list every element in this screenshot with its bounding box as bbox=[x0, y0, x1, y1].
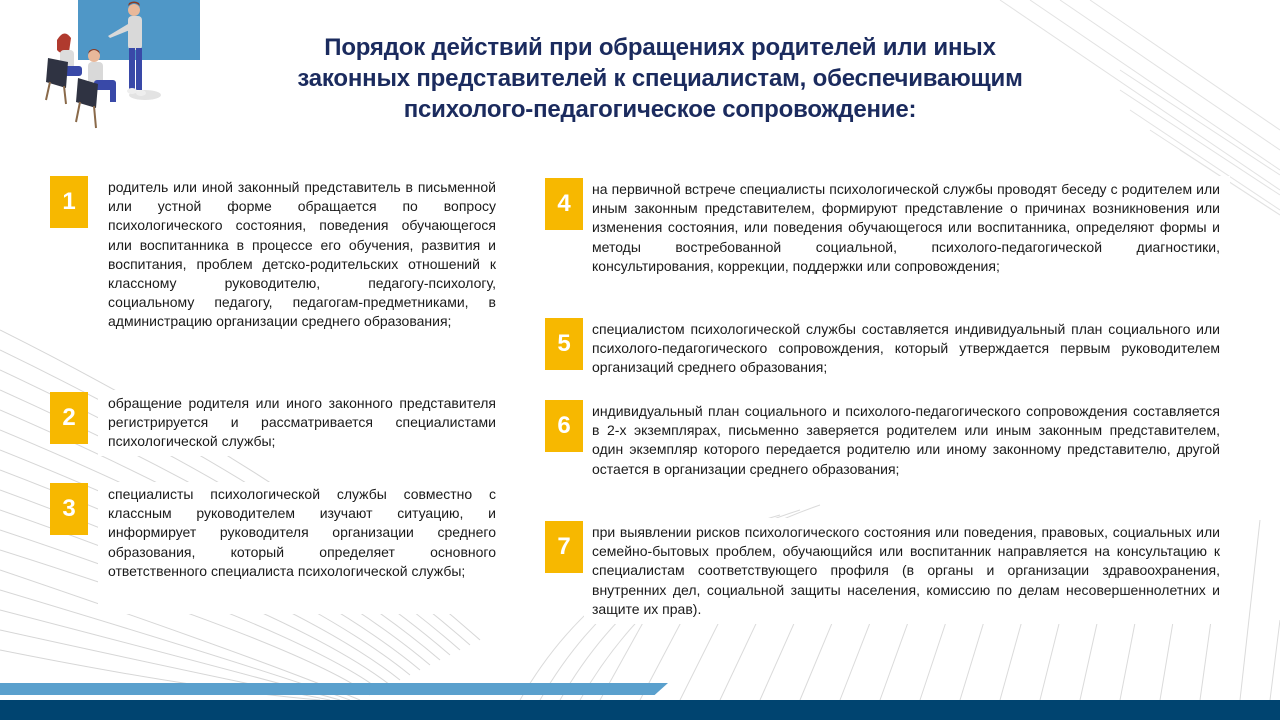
step-text: родитель или иной законный представитель в письменной или устной форме обращается по вопросу психологического состояния, поведения обучающегося или воспитанника в процессе его обучения, развития и воспитания, проблем детско-родительских отношений к классному руководителю, педагогу-психологу, социальному педагогу, педагогам-предметниками, в администрацию организации среднего образования; bbox=[108, 179, 496, 330]
step-text: специалистом психологической службы составляется индивидуальный план социального или психолого-педагогического сопровождения, который утверждается первым руководителем организаций среднего образования; bbox=[592, 321, 1220, 376]
step-number-badge: 7 bbox=[545, 521, 583, 573]
step-text: индивидуальный план социального и психолого-педагогического сопровождения составляется в 2-х экземплярах, письменно заверяется родителем или иным законным представителем, один экземпляр которого передается родителю или иному законному представителю, другой остается в организации среднего образования; bbox=[592, 403, 1220, 477]
step-number-badge: 1 bbox=[50, 176, 88, 228]
footer-band bbox=[0, 700, 1280, 720]
step-number-badge: 5 bbox=[545, 318, 583, 370]
step-number-badge: 6 bbox=[545, 400, 583, 452]
step-number-badge: 2 bbox=[50, 392, 88, 444]
step-text: на первичной встрече специалисты психологической службы проводят беседу с родителем или иным законным представителем, формируют представление о причинах возникновения или изменения состояния, или поведения обучающегося или воспитанника, определяют формы и методы востребованной социальной, психолого-педагогической диагностики, консультирования, коррекции, поддержки или сопровождения; bbox=[592, 181, 1220, 274]
title-line-2: законных представителей к специалистам, обеспечивающим bbox=[297, 65, 1023, 92]
step-text: при выявлении рисков психологического состояния или поведения, правовых, социальных или семейно-бытовых проблем, обучающийся или воспитанник направляется на консультацию к специалистам соответствующего профиля (в органы и организации здравоохранения, внутренних дел, социальной защиты населения, комиссию по делам несовершеннолетних и защите их прав). bbox=[592, 524, 1220, 617]
step-number-badge: 4 bbox=[545, 178, 583, 230]
step-number-badge: 3 bbox=[50, 483, 88, 535]
title-line-3: психолого-педагогическое сопровождение: bbox=[403, 96, 917, 123]
page-title bbox=[210, 32, 1110, 125]
step-text: обращение родителя или иного законного представителя регистрируется и рассматривается специалистами психологической службы; bbox=[108, 395, 496, 450]
title-line-1: Порядок действий при обращениях родителей или иных bbox=[324, 34, 996, 61]
presenter-with-audience-illustration bbox=[20, 0, 210, 135]
footer-accent-band bbox=[0, 683, 668, 695]
step-text: специалисты психологической службы совместно с классным руководителем изучают ситуацию, и информирует руководителя организации среднего образования, который определяет основного ответственного специалиста психологической службы; bbox=[108, 486, 496, 579]
